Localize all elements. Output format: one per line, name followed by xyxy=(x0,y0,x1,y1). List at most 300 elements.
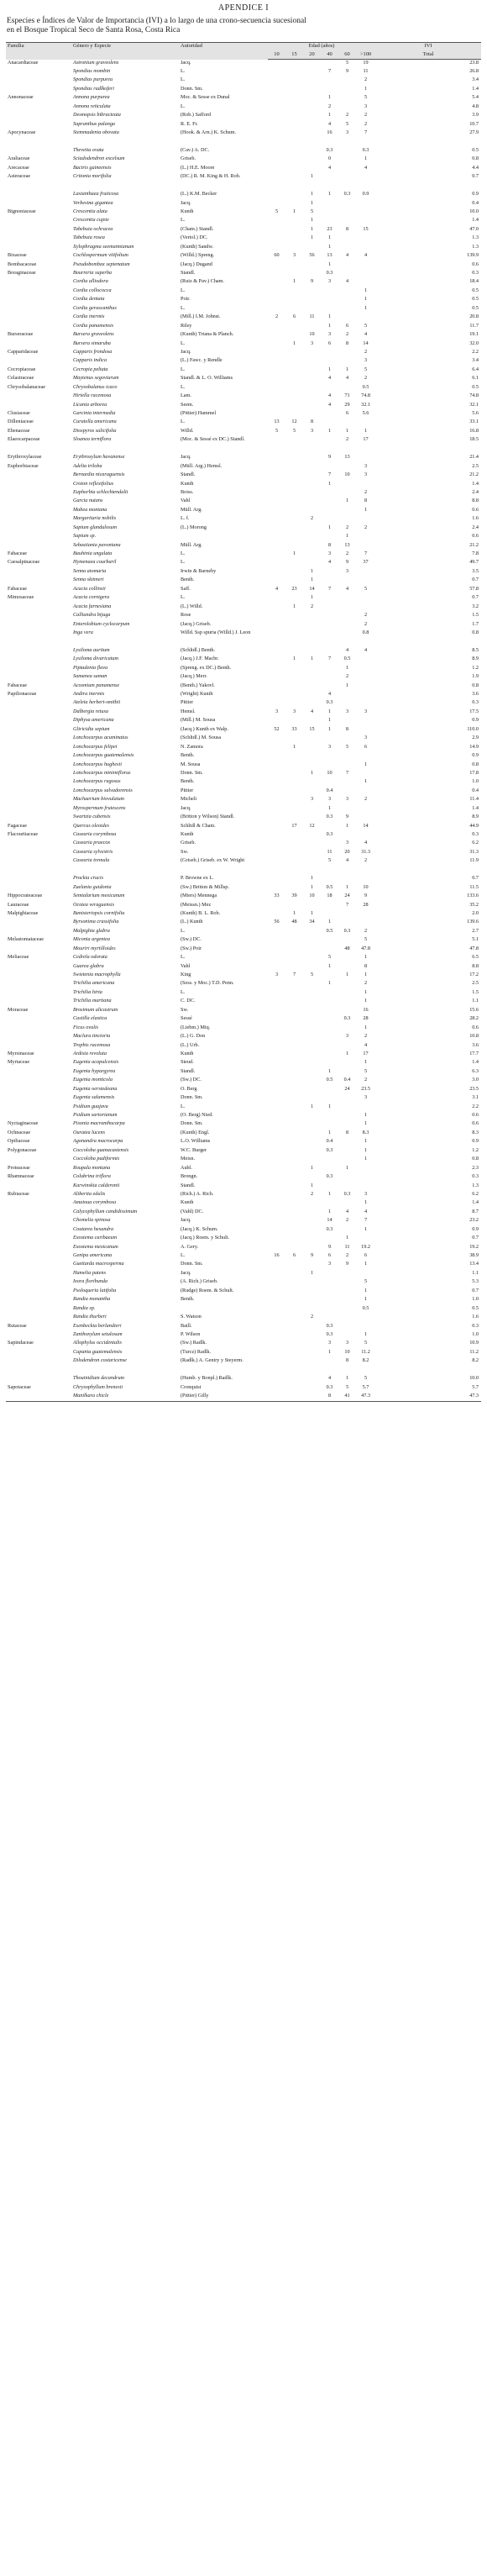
family-cell xyxy=(6,980,71,988)
age-value-cell xyxy=(303,849,321,857)
family-cell xyxy=(6,1209,71,1217)
ivi-total-cell: 0.6 xyxy=(472,1112,479,1118)
age-value-cell: 2 xyxy=(345,524,349,530)
ivi-total-cell: 6.2 xyxy=(472,1190,479,1197)
species-cell: Samanea saman xyxy=(73,673,107,680)
ivi-total-cell: 1.5 xyxy=(472,612,479,619)
table-row xyxy=(6,665,481,673)
table-row xyxy=(6,1165,481,1173)
age-value-cell xyxy=(338,445,356,454)
authority-cell: Donn. Sm. xyxy=(181,1094,203,1101)
age-value-cell xyxy=(321,498,338,506)
age-value-cell: 3 xyxy=(364,735,368,741)
age-value-cell: 3 xyxy=(310,427,314,434)
table-row xyxy=(6,1183,481,1191)
authority-cell: Poir. xyxy=(181,296,191,303)
ivi-total-cell: 0.4 xyxy=(472,199,479,206)
ivi-total-cell: 10.8 xyxy=(469,1033,479,1040)
age-value-cell: 1 xyxy=(364,1261,368,1267)
authority-cell: Donn. Sm. xyxy=(181,1261,203,1267)
age-value-cell xyxy=(338,788,356,796)
age-value-cell xyxy=(285,165,303,173)
ivi-total-cell: 1.4 xyxy=(472,480,479,487)
age-value-cell xyxy=(285,244,303,252)
authority-cell: (L.) K.M. Becker xyxy=(181,191,217,198)
authority-cell: (A. Rich.) Griseb. xyxy=(181,1278,218,1285)
species-cell: Piptadenia flava xyxy=(73,664,108,671)
family-cell xyxy=(6,752,71,761)
age-value-cell xyxy=(268,1384,285,1393)
age-value-cell xyxy=(356,638,375,646)
age-value-cell xyxy=(268,1059,285,1067)
age-value-cell xyxy=(321,60,338,68)
family-cell: Clusiaceae xyxy=(8,410,30,416)
age-value-cell: 6 xyxy=(345,410,349,416)
age-value-cell xyxy=(285,1130,303,1138)
age-value-cell xyxy=(303,814,321,822)
age-value-cell xyxy=(303,147,321,155)
table-row xyxy=(6,1191,481,1199)
ivi-total-cell: 1.0 xyxy=(472,1330,479,1337)
age-value-cell xyxy=(321,1007,338,1015)
age-value-cell xyxy=(285,1349,303,1357)
authority-cell: Sw. xyxy=(181,848,189,855)
age-value-cell xyxy=(321,577,338,585)
table-row xyxy=(6,936,481,945)
species-cell: Enterolobium cyclocarpum xyxy=(73,620,130,627)
age-value-cell xyxy=(303,963,321,972)
age-value-cell xyxy=(338,463,356,471)
family-cell xyxy=(6,796,71,804)
authority-cell xyxy=(179,138,268,146)
table-row xyxy=(6,1367,481,1375)
authority-cell xyxy=(179,182,268,191)
age-value-cell: 4 xyxy=(327,401,332,408)
age-value-cell xyxy=(285,902,303,910)
age-value-cell: 5.6 xyxy=(362,410,369,416)
age-value-cell: 0.3 xyxy=(326,1330,333,1337)
ivi-total-cell: 3.9 xyxy=(472,112,479,119)
ivi-total-cell: 0.8 xyxy=(472,682,479,688)
age-value-cell xyxy=(268,656,285,664)
age-value-cell: 24 xyxy=(344,893,350,899)
ivi-total-cell: 3.6 xyxy=(472,1041,479,1048)
age-value-cell xyxy=(285,884,303,893)
table-row xyxy=(6,1384,481,1393)
ivi-total-cell: 8.2 xyxy=(472,1357,479,1364)
table-row xyxy=(6,533,481,541)
age-value-cell xyxy=(303,1051,321,1059)
family-cell xyxy=(6,788,71,796)
table-row xyxy=(6,402,481,410)
species-cell: Zanthoxylum setulosum xyxy=(73,1330,123,1337)
age-value-cell: 1 xyxy=(345,427,349,434)
family-cell xyxy=(6,1086,71,1094)
table-row xyxy=(6,823,481,831)
age-value-cell: 7 xyxy=(345,769,349,776)
table-row xyxy=(6,1357,481,1366)
family-cell xyxy=(6,603,71,612)
family-cell xyxy=(6,665,71,673)
age-value-cell: 8 xyxy=(364,498,368,504)
age-value-cell: 23 xyxy=(291,585,297,592)
age-value-cell: 9 xyxy=(310,278,314,285)
age-value-cell xyxy=(356,1314,375,1322)
table-row xyxy=(6,1042,481,1051)
age-value-cell xyxy=(268,717,285,725)
age-value-cell: 2 xyxy=(364,375,368,382)
age-value-cell xyxy=(321,972,338,980)
age-value-cell xyxy=(285,94,303,103)
family-cell xyxy=(6,1367,71,1375)
age-value-cell xyxy=(303,699,321,708)
table-row xyxy=(6,454,481,462)
table-row xyxy=(6,1288,481,1296)
age-value-cell xyxy=(321,1112,338,1120)
table-row xyxy=(6,1077,481,1085)
authority-cell: (Sw.) DC. xyxy=(181,1077,202,1083)
age-value-cell: 4 xyxy=(364,164,368,171)
age-value-cell xyxy=(285,594,303,603)
authority-cell: Kunth xyxy=(181,480,194,487)
authority-cell: (Miers) Mennega xyxy=(181,893,217,899)
ivi-total-cell: 8.5 xyxy=(472,646,479,653)
age-value-cell xyxy=(268,1244,285,1252)
age-value-cell: 1 xyxy=(364,296,368,303)
age-value-cell xyxy=(338,1042,356,1051)
family-cell: Myrsinaceae xyxy=(8,1050,34,1056)
age-value-cell xyxy=(268,673,285,682)
ivi-total-cell: 74.8 xyxy=(469,392,479,399)
col-header-age: 60 xyxy=(338,51,356,60)
ivi-total-cell: 1.6 xyxy=(472,1314,479,1320)
age-value-cell xyxy=(268,691,285,699)
age-value-cell: 10 xyxy=(344,471,350,478)
col-header-total: Total xyxy=(375,51,481,60)
authority-cell: Standl. xyxy=(181,1182,196,1188)
age-value-cell xyxy=(303,1278,321,1287)
ivi-total-cell: 1.3 xyxy=(472,234,479,241)
age-value-cell: 3 xyxy=(327,1340,332,1346)
age-value-cell: 2 xyxy=(364,612,368,619)
family-cell: Burseraceae xyxy=(8,331,34,338)
table-row xyxy=(6,1393,481,1401)
age-value-cell xyxy=(338,305,356,313)
age-value-cell xyxy=(338,1367,356,1375)
table-row xyxy=(6,910,481,919)
age-value-cell xyxy=(321,463,338,471)
authority-cell: Micheli xyxy=(181,796,197,803)
age-value-cell xyxy=(285,155,303,164)
species-cell: Senna atomaria xyxy=(73,567,107,574)
age-value-cell: 11 xyxy=(363,67,369,74)
authority-cell: Saff. xyxy=(181,585,191,592)
age-value-cell xyxy=(285,542,303,550)
age-value-cell: 0.5 xyxy=(362,383,369,390)
age-value-cell xyxy=(303,840,321,848)
ivi-total-cell: 1.7 xyxy=(472,620,479,627)
age-value-cell xyxy=(321,357,338,366)
family-cell xyxy=(6,305,71,313)
col-header-family: Familia xyxy=(6,43,71,60)
age-value-cell xyxy=(303,454,321,462)
age-value-cell xyxy=(321,208,338,217)
family-cell xyxy=(6,875,71,883)
age-value-cell: 4 xyxy=(364,1041,368,1048)
table-row xyxy=(6,1068,481,1077)
age-value-cell: 1 xyxy=(327,366,332,372)
age-value-cell xyxy=(268,980,285,988)
age-value-cell xyxy=(268,621,285,630)
age-value-cell: 3 xyxy=(275,708,279,714)
age-value-cell xyxy=(268,1357,285,1366)
table-row xyxy=(6,691,481,699)
age-value-cell xyxy=(268,155,285,164)
age-value-cell xyxy=(356,867,375,875)
authority-cell: A. Gery. xyxy=(181,1243,199,1250)
age-value-cell: 19.2 xyxy=(361,1243,370,1250)
table-row xyxy=(6,252,481,261)
age-value-cell xyxy=(303,366,321,375)
age-value-cell xyxy=(303,778,321,787)
age-value-cell: 1 xyxy=(327,1348,332,1355)
age-value-cell xyxy=(321,419,338,427)
age-value-cell xyxy=(285,1068,303,1077)
ivi-total-cell: 6.3 xyxy=(472,1067,479,1074)
family-cell xyxy=(6,1296,71,1304)
authority-cell: C. DC. xyxy=(181,998,196,1004)
age-value-cell: 4 xyxy=(345,278,349,285)
table-row xyxy=(6,234,481,243)
age-value-cell xyxy=(321,1296,338,1304)
age-value-cell xyxy=(268,1183,285,1191)
age-value-cell xyxy=(268,129,285,138)
authority-cell: (Moc. & Sessé ex DC.) Standl. xyxy=(181,436,245,443)
age-value-cell xyxy=(285,831,303,840)
age-value-cell: 4 xyxy=(275,585,279,592)
age-value-cell xyxy=(303,691,321,699)
age-value-cell xyxy=(303,463,321,471)
species-cell: Senna skinneri xyxy=(73,577,104,583)
age-value-cell: 1 xyxy=(327,243,332,250)
age-value-cell xyxy=(321,665,338,673)
age-value-cell xyxy=(285,1112,303,1120)
age-value-cell xyxy=(285,778,303,787)
species-cell: Casearia praecox xyxy=(73,840,111,846)
age-value-cell xyxy=(356,594,375,603)
age-value-cell xyxy=(321,1042,338,1051)
species-cell: Tabebuia rosea xyxy=(73,234,105,241)
age-value-cell xyxy=(268,217,285,225)
age-value-cell: 5 xyxy=(327,954,332,961)
age-value-cell: 1 xyxy=(364,1330,368,1337)
age-value-cell: 1 xyxy=(310,199,314,206)
age-value-cell: 5 xyxy=(364,1375,368,1382)
age-value-cell xyxy=(268,147,285,155)
age-value-cell xyxy=(268,1261,285,1269)
col-header-age: >100 xyxy=(356,51,375,60)
age-value-cell xyxy=(321,603,338,612)
age-value-cell xyxy=(268,1393,285,1401)
table-row xyxy=(6,200,481,208)
age-value-cell xyxy=(268,261,285,270)
family-cell xyxy=(6,234,71,243)
species-cell: Hymenaea courbaril xyxy=(73,559,117,566)
ivi-total-cell: 0.5 xyxy=(472,287,479,293)
age-value-cell: 74.8 xyxy=(361,392,370,399)
table-row xyxy=(6,1007,481,1015)
ivi-total-cell: 139.9 xyxy=(467,252,479,259)
family-cell: Moraceae xyxy=(8,1006,29,1013)
family-cell: Arecaceae xyxy=(8,164,29,171)
age-value-cell xyxy=(303,1217,321,1225)
ivi-total-cell: 6.4 xyxy=(472,366,479,372)
age-value-cell: 1 xyxy=(310,1269,314,1276)
ivi-total-cell: 0.5 xyxy=(472,296,479,303)
age-value-cell: 1 xyxy=(292,909,296,916)
age-value-cell xyxy=(338,147,356,155)
age-value-cell: 2 xyxy=(275,313,279,320)
col-header-authority: Autoridad xyxy=(179,43,268,60)
family-cell xyxy=(6,1305,71,1314)
age-value-cell xyxy=(338,1007,356,1015)
table-row xyxy=(6,699,481,708)
age-value-cell: 0.4 xyxy=(326,787,333,793)
age-value-cell xyxy=(338,1059,356,1067)
age-value-cell: 15 xyxy=(363,225,369,232)
age-value-cell xyxy=(338,638,356,646)
species-cell: Manilkara chicle xyxy=(71,1393,179,1401)
age-value-cell xyxy=(338,735,356,743)
age-value-cell xyxy=(285,392,303,401)
age-value-cell xyxy=(303,1025,321,1033)
age-value-cell: 32.1 xyxy=(361,401,370,408)
age-value-cell: 1 xyxy=(310,191,314,198)
age-value-cell xyxy=(285,1296,303,1304)
age-value-cell xyxy=(303,559,321,567)
age-value-cell xyxy=(338,419,356,427)
ivi-total-cell: 0.3 xyxy=(472,1173,479,1180)
authority-cell: N. Zamora xyxy=(181,743,203,750)
age-value-cell: 0.3 xyxy=(343,1190,351,1197)
table-row xyxy=(6,1059,481,1067)
family-cell xyxy=(6,1314,71,1322)
age-value-cell: 4 xyxy=(327,1375,332,1382)
table-row xyxy=(6,419,481,427)
age-value-cell: 3 xyxy=(327,550,332,556)
age-value-cell xyxy=(268,68,285,76)
age-value-cell xyxy=(321,489,338,498)
age-value-cell xyxy=(285,1199,303,1208)
table-row xyxy=(6,323,481,331)
species-cell: Lonchocarpus minimiflorus xyxy=(73,769,131,776)
table-row xyxy=(6,647,481,656)
age-value-cell xyxy=(285,857,303,866)
age-value-cell xyxy=(356,831,375,840)
age-value-cell: 0.5 xyxy=(326,927,333,934)
age-value-cell: 2 xyxy=(345,673,349,680)
ivi-total-cell: 0.5 xyxy=(472,383,479,390)
age-value-cell xyxy=(321,1086,338,1094)
age-value-cell xyxy=(268,481,285,489)
age-value-cell xyxy=(285,849,303,857)
age-value-cell xyxy=(338,1314,356,1322)
authority-cell: Seem. xyxy=(181,401,194,408)
age-value-cell xyxy=(268,191,285,199)
ivi-total-cell: 0.9 xyxy=(472,191,479,198)
age-value-cell xyxy=(321,1033,338,1041)
age-value-cell xyxy=(303,665,321,673)
age-value-cell xyxy=(321,778,338,787)
ivi-total-cell: 19.1 xyxy=(469,331,479,338)
ivi-total-cell: 1.4 xyxy=(472,1059,479,1066)
age-value-cell xyxy=(285,665,303,673)
age-value-cell: 60 xyxy=(274,252,280,259)
age-value-cell xyxy=(268,366,285,375)
age-value-cell xyxy=(356,814,375,822)
age-value-cell: 1 xyxy=(310,217,314,224)
species-cell: Hamelia patens xyxy=(73,1269,107,1276)
age-value-cell xyxy=(356,173,375,182)
ivi-total-cell: 0.9 xyxy=(472,752,479,759)
age-value-cell xyxy=(268,577,285,585)
age-value-cell: 0.5 xyxy=(362,1304,369,1311)
table-row xyxy=(6,726,481,735)
age-value-cell xyxy=(356,1173,375,1182)
age-value-cell xyxy=(268,340,285,349)
age-value-cell xyxy=(285,1217,303,1225)
age-value-cell xyxy=(285,770,303,778)
family-cell: Chrysobalanaceae xyxy=(8,383,46,390)
age-value-cell xyxy=(285,410,303,419)
ivi-total-cell: 1.2 xyxy=(472,1146,479,1153)
authority-cell: (Müll. Arg.) Hemsl. xyxy=(181,462,223,469)
table-row xyxy=(6,788,481,796)
age-value-cell: 13 xyxy=(344,454,350,461)
family-cell xyxy=(6,656,71,664)
age-value-cell xyxy=(321,200,338,208)
age-value-cell xyxy=(303,1323,321,1331)
age-value-cell xyxy=(285,1015,303,1024)
age-value-cell xyxy=(303,1033,321,1041)
age-value-cell xyxy=(285,788,303,796)
age-value-cell: 4 xyxy=(327,120,332,127)
age-value-cell: 6 xyxy=(292,1252,296,1258)
family-cell: Nyctaginaceae xyxy=(8,1120,39,1127)
age-value-cell: 1 xyxy=(345,1164,349,1171)
age-value-cell xyxy=(303,998,321,1006)
species-cell: Eugenia hypargyrea xyxy=(73,1067,116,1074)
age-value-cell xyxy=(303,542,321,550)
table-row xyxy=(6,1094,481,1103)
age-value-cell: 1 xyxy=(327,112,332,119)
table-row xyxy=(6,1209,481,1217)
species-cell: Swartzia cubensis xyxy=(73,814,111,820)
age-value-cell xyxy=(285,234,303,243)
authority-cell: Kunth xyxy=(181,208,194,214)
age-value-cell xyxy=(268,270,285,278)
age-value-cell xyxy=(338,867,356,875)
table-row xyxy=(6,1199,481,1208)
age-value-cell: 7 xyxy=(327,585,332,592)
table-row xyxy=(6,586,481,594)
species-cell: Calliandra bijuga xyxy=(73,612,111,619)
species-cell: Acacia farnesiana xyxy=(73,603,112,609)
age-value-cell: 0.3 xyxy=(326,1146,333,1153)
age-value-cell xyxy=(285,121,303,129)
age-value-cell xyxy=(285,384,303,392)
table-row xyxy=(6,928,481,936)
